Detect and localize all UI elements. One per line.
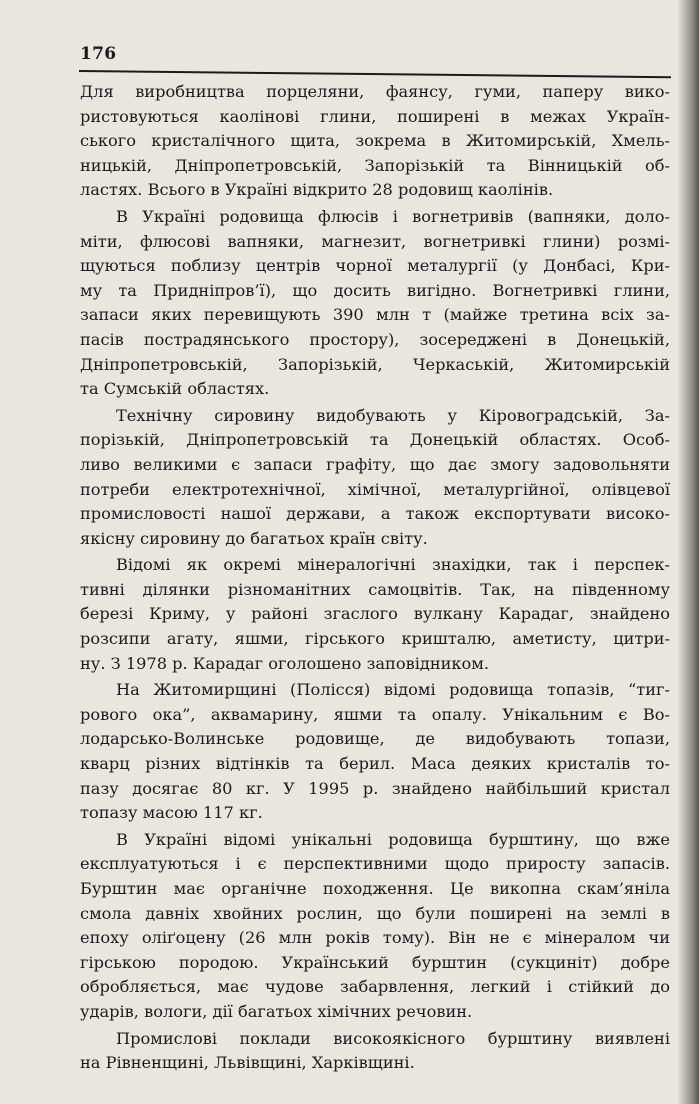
text-line: ну. З 1978 р. Карадаг оголошено заповідником. [80,653,490,673]
text-line: гірською породою. Український бурштин (сукциніт) добре [80,952,670,972]
text-line: Відомі як окремі мінералогічні знахідки, так і перспек- [116,555,670,575]
text-line: пазу досягає 80 кг. У 1995 р. знайдено найбільший кристал [80,778,670,798]
text-line: та Сумській областях. [80,379,270,399]
text-line: ського кристалічного щита, зокрема в Житомирській, Хмель- [80,131,670,151]
text-line: обробляється, має чудове забарвлення, легкий і стійкий до [80,977,670,997]
text-line: експлуатуються і є перспективними щодо приросту запасів. [80,854,670,874]
text-line: ристовуються каолінові глини, поширені в межах Україн- [80,106,670,126]
page-number: 176 [80,44,117,64]
paragraph [80,80,670,203]
paragraph [80,678,670,826]
text-line: на Рівненщині, Львівщині, Харківщині. [80,1053,415,1073]
text-line: епоху оліґоцену (26 млн років тому). Він не є мінералом чи [80,928,670,948]
body-text [80,80,670,1078]
text-line: порізькій, Дніпропетровській та Донецькій областях. Особ- [80,430,670,450]
text-line: Технічну сировину видобувають у Кіровоградській, За- [116,405,670,425]
text-line: смола давніх хвойних рослин, що були поширені на землі в [80,903,670,923]
text-line: кварц різних відтінків та берил. Маса деяких кристалів то- [80,754,670,774]
paragraph [80,1027,670,1076]
paragraph [80,553,670,676]
text-line: рового ока”, аквамарину, яшми та опалу. Унікальним є Во- [80,704,670,724]
text-line: В Україні родовища флюсів і вогнетривів (вапняки, доло- [116,206,670,226]
text-line: пасів пострадянського простору), зосереджені в Донецькій, [80,329,670,349]
header-rule [79,70,671,78]
paragraph [80,404,670,552]
text-line: Для виробництва порцеляни, фаянсу, гуми, паперу вико- [80,82,670,101]
text-line: топазу масою 117 кг. [80,803,263,823]
text-line: лодарсько-Волинське родовище, де видобувають топази, [80,729,670,749]
page-edge-shadow [677,0,699,1104]
text-line: В Україні відомі унікальні родовища бурштину, що вже [116,829,670,849]
text-line: Бурштин має органічне походження. Це викопна скам’яніла [80,879,670,898]
text-line: ударів, вологи, дії багатьох хімічних речовин. [80,1001,473,1021]
text-line: ливо великими є запаси графіту, що дає змогу задовольняти [80,454,670,474]
text-line: ницькій, Дніпропетровській, Запорізькій та Вінницькій об- [80,155,670,175]
text-line: ластях. Всього в Україні відкрито 28 родовищ каолінів. [80,180,554,200]
text-line: Дніпропетровській, Запорізькій, Черкаській, Житомирській [80,354,670,374]
text-line: березі Криму, у районі згаслого вулкану Карадаг, знайдено [80,604,670,624]
text-line: тивні ділянки різноманітних самоцвітів. Так, на південному [80,579,670,599]
text-line: Промислові поклади високоякісного бурштину виявлені [116,1028,670,1048]
text-line: На Житомирщині (Полісся) відомі родовища топазів, “тиг- [116,680,670,700]
paragraph [80,828,670,1025]
text-line: щуються поблизу центрів чорної металургії (у Донбасі, Кри- [80,256,670,276]
text-line: міти, флюсові вапняки, магнезит, вогнетривкі глини) розмі- [80,231,670,251]
paragraph [80,205,670,402]
text-line: якісну сировину до багатьох країн світу. [80,528,428,548]
text-line: промисловості нашої держави, а також експортувати високо- [80,504,670,524]
text-line: розсипи агату, яшми, гірського кришталю, аметисту, цитри- [80,629,670,649]
text-line: запаси яких перевищують 390 млн т (майже третина всіх за- [80,305,670,325]
text-line: потреби електротехнічної, хімічної, металургійної, олівцевої [80,479,670,499]
text-line: му та Придніпров’ї), що досить вигідно. Вогнетривкі глини, [80,280,670,300]
